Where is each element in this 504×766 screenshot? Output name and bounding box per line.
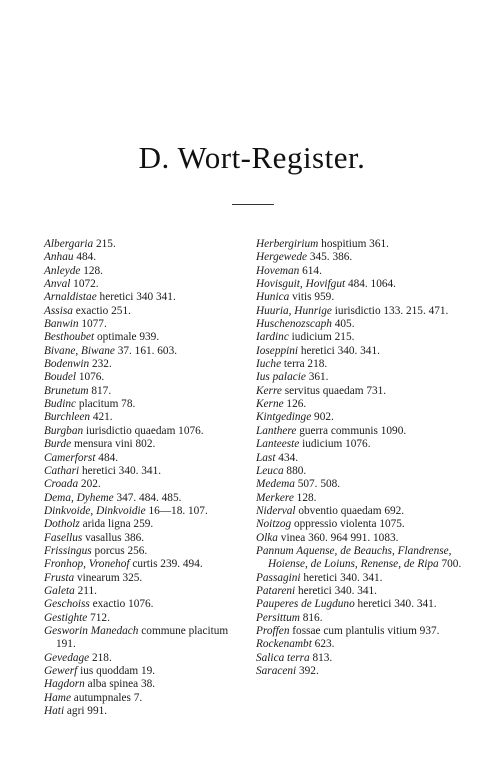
index-entry bbox=[44, 318, 250, 331]
index-reference: fossae cum plantulis vitium 937. bbox=[289, 624, 440, 637]
index-reference: heretici 340. 341. bbox=[354, 598, 437, 611]
index-entry bbox=[256, 545, 462, 572]
index-entry bbox=[256, 652, 462, 665]
index-entry bbox=[44, 505, 250, 518]
index-entry bbox=[44, 518, 250, 531]
index-reference: 434. bbox=[275, 451, 299, 464]
index-entry bbox=[44, 385, 250, 398]
index-reference: 345. 386. bbox=[307, 251, 353, 264]
index-reference: 712. bbox=[87, 611, 110, 624]
index-entry bbox=[44, 291, 250, 304]
index-reference: 507. 508. bbox=[294, 478, 341, 491]
index-entry bbox=[256, 572, 462, 585]
index-reference: heretici 340. 341. bbox=[79, 464, 162, 477]
index-term: Leuca bbox=[256, 464, 284, 477]
index-reference: iurisdictio 133. 215. 471. bbox=[331, 304, 449, 317]
index-entry bbox=[44, 278, 250, 291]
index-entry bbox=[256, 345, 462, 358]
index-entry bbox=[44, 665, 250, 678]
index-entry bbox=[44, 558, 250, 571]
index-reference: autumpnales 7. bbox=[70, 691, 143, 704]
index-reference: optimale 939. bbox=[94, 331, 160, 344]
index-reference: 215. bbox=[93, 238, 116, 250]
index-term: Huuria, Hunrige bbox=[256, 304, 332, 317]
index-reference: exactio 1076. bbox=[89, 598, 154, 611]
index-reference: commune placitum 191. bbox=[56, 624, 229, 651]
index-term: Gewerf bbox=[44, 665, 78, 677]
index-term: Bivane, Biwane bbox=[44, 344, 115, 357]
index-entry bbox=[256, 425, 462, 438]
index-entry bbox=[256, 331, 462, 344]
index-entry bbox=[44, 265, 250, 278]
index-reference: terra 218. bbox=[281, 358, 328, 371]
index-entry bbox=[44, 532, 250, 545]
index-term: Passagini bbox=[256, 571, 301, 584]
index-term: Persittum bbox=[256, 611, 300, 624]
index-entry bbox=[44, 652, 250, 665]
index-term: Herbergirium bbox=[256, 238, 319, 250]
index-term: Galeta bbox=[44, 584, 75, 597]
index-reference: 405. bbox=[331, 318, 355, 331]
index-term: Bodenwin bbox=[44, 358, 90, 371]
index-reference: agri 991. bbox=[64, 705, 108, 718]
index-entry bbox=[256, 358, 462, 371]
index-reference: placitum 78. bbox=[76, 398, 136, 411]
index-entry bbox=[256, 371, 462, 384]
index-entry bbox=[256, 518, 462, 531]
index-term: Dotholz bbox=[44, 518, 80, 531]
index-entry bbox=[256, 585, 462, 598]
index-reference: hospitium 361. bbox=[318, 238, 389, 250]
index-reference: 128. bbox=[80, 264, 103, 277]
index-entry bbox=[256, 318, 462, 331]
index-term: Pauperes de Lugduno bbox=[256, 598, 355, 611]
index-reference: 232. bbox=[89, 358, 112, 371]
index-term: Frissingus bbox=[44, 544, 92, 557]
index-term: Huschenozscaph bbox=[256, 318, 332, 331]
index-reference: heretici 340 341. bbox=[96, 291, 176, 304]
index-term: Kerre bbox=[256, 384, 282, 397]
index-term: Burde bbox=[44, 438, 72, 451]
index-reference: vitis 959. bbox=[289, 291, 335, 304]
index-term: Fasellus bbox=[44, 531, 83, 544]
index-reference: 813. bbox=[309, 651, 333, 664]
index-reference: servitus quaedam 731. bbox=[281, 384, 387, 397]
index-reference: ius quoddam 19. bbox=[77, 665, 156, 677]
index-term: Patareni bbox=[256, 584, 296, 597]
index-reference: 816. bbox=[299, 611, 323, 624]
index-term: Kerne bbox=[256, 398, 284, 411]
index-term: Dinkvoide, Dinkvoidie bbox=[44, 504, 146, 517]
index-entry bbox=[256, 411, 462, 424]
index-term: Hati bbox=[44, 705, 65, 718]
index-entry bbox=[44, 678, 250, 691]
index-reference: 623. bbox=[311, 638, 335, 651]
index-term: Fronhop, Vronehof bbox=[44, 558, 130, 571]
index-reference: alba spinea 38. bbox=[84, 678, 156, 691]
index-entry bbox=[44, 585, 250, 598]
index-entry bbox=[44, 305, 250, 318]
index-reference: heretici 340. 341. bbox=[295, 584, 378, 597]
index-reference: vinea 360. 964 991. 1083. bbox=[277, 531, 399, 544]
index-reference: 484. 1064. bbox=[345, 278, 396, 291]
index-entry bbox=[256, 291, 462, 304]
index-term: Niderval bbox=[256, 504, 296, 517]
index-term: Olka bbox=[256, 531, 278, 544]
index-entry bbox=[256, 665, 462, 678]
index-entry bbox=[256, 438, 462, 451]
index-term: Dema, Dyheme bbox=[44, 491, 114, 504]
index-reference: iurisdictio quaedam 1076. bbox=[83, 424, 204, 437]
index-reference: 817. bbox=[88, 384, 112, 397]
index-entry bbox=[256, 598, 462, 611]
index-entry bbox=[256, 398, 462, 411]
index-entry bbox=[44, 425, 250, 438]
index-entry bbox=[256, 612, 462, 625]
index-entry bbox=[256, 478, 462, 491]
index-reference: mensura vini 802. bbox=[71, 438, 156, 451]
index-entry bbox=[44, 478, 250, 491]
index-reference: 484. bbox=[95, 451, 119, 464]
index-reference: 202. bbox=[78, 478, 101, 491]
index-entry bbox=[44, 492, 250, 505]
index-entry bbox=[44, 705, 250, 718]
index-reference: 128. bbox=[293, 491, 317, 504]
index-term: Anleyde bbox=[44, 264, 81, 277]
index-reference: oppressio violenta 1075. bbox=[291, 518, 405, 531]
index-entry bbox=[44, 465, 250, 478]
index-reference: 1072. bbox=[70, 278, 99, 291]
index-term: Assisa bbox=[44, 304, 73, 317]
index-term: Hergewede bbox=[256, 251, 308, 264]
index-entry bbox=[44, 692, 250, 705]
index-reference: vasallus 386. bbox=[82, 531, 145, 544]
index-entry bbox=[44, 438, 250, 451]
index-entry bbox=[256, 452, 462, 465]
index-term: Proffen bbox=[256, 624, 290, 637]
index-term: Lanteeste bbox=[256, 438, 300, 451]
index-entry bbox=[44, 545, 250, 558]
index-term: Burchleen bbox=[44, 411, 91, 424]
index-term: Banwin bbox=[44, 318, 79, 331]
index-column-right bbox=[256, 238, 462, 678]
index-term: Saraceni bbox=[256, 665, 297, 677]
index-term: Gestighte bbox=[44, 611, 88, 624]
index-term: Anhau bbox=[44, 251, 74, 264]
index-reference: 347. 484. 485. bbox=[113, 491, 182, 504]
index-entry bbox=[256, 638, 462, 651]
index-reference: 37. 161. 603. bbox=[114, 344, 178, 357]
index-term: Noitzog bbox=[256, 518, 292, 531]
index-reference: heretici 340. 341. bbox=[300, 571, 383, 584]
title-rule bbox=[232, 204, 274, 205]
index-reference: exactio 251. bbox=[72, 304, 131, 317]
index-entry bbox=[256, 305, 462, 318]
index-term: Lanthere bbox=[256, 424, 297, 437]
index-term: Camerforst bbox=[44, 451, 96, 464]
index-term: Pannum Aquense, de Beauchs, Flandrense, Hoiense, de Loiuns, Renense, de Ripa bbox=[256, 544, 452, 571]
index-term: Last bbox=[256, 451, 276, 464]
index-reference: obventio quaedam 692. bbox=[295, 504, 405, 517]
index-term: Cathari bbox=[44, 464, 80, 477]
index-term: Frusta bbox=[44, 571, 75, 584]
index-entry bbox=[44, 452, 250, 465]
index-reference: 700. bbox=[438, 558, 462, 571]
index-reference: 1077. bbox=[78, 318, 107, 331]
index-term: Gesworin Manedach bbox=[44, 624, 139, 637]
index-entry bbox=[256, 385, 462, 398]
index-term: Kintgedinge bbox=[256, 411, 312, 424]
index-reference: 421. bbox=[90, 411, 113, 424]
index-entry bbox=[44, 358, 250, 371]
index-term: Brunetum bbox=[44, 384, 89, 397]
index-entry bbox=[44, 612, 250, 625]
index-reference: 614. bbox=[299, 264, 322, 277]
index-term: Iardinc bbox=[256, 331, 289, 344]
index-term: Geschoiss bbox=[44, 598, 90, 611]
index-reference: curtis 239. 494. bbox=[129, 558, 203, 571]
index-entry bbox=[256, 625, 462, 638]
index-term: Hovisguit, Hovifgut bbox=[256, 278, 346, 291]
page-title: D. Wort-Register. bbox=[138, 140, 366, 175]
index-entry bbox=[256, 251, 462, 264]
index-reference: porcus 256. bbox=[91, 544, 148, 557]
index-term: Hame bbox=[44, 691, 71, 704]
index-reference: 218. bbox=[89, 651, 112, 664]
index-term: Salica terra bbox=[256, 651, 310, 664]
index-term: Budinc bbox=[44, 398, 76, 411]
index-reference: 16—18. 107. bbox=[145, 504, 208, 517]
index-term: Gevedage bbox=[44, 651, 90, 664]
index-entry bbox=[44, 238, 250, 251]
index-reference: 392. bbox=[296, 665, 319, 677]
index-entry bbox=[256, 278, 462, 291]
index-reference: 880. bbox=[283, 464, 307, 477]
index-term: Ius palacie bbox=[256, 371, 306, 384]
index-entry bbox=[44, 598, 250, 611]
index-term: Anval bbox=[44, 278, 71, 291]
index-entry bbox=[256, 465, 462, 478]
index-entry bbox=[44, 411, 250, 424]
index-entry bbox=[44, 345, 250, 358]
index-term: Rockenambt bbox=[256, 638, 312, 651]
index-entry bbox=[256, 505, 462, 518]
index-term: Iuche bbox=[256, 358, 282, 371]
index-term: Boudel bbox=[44, 371, 76, 384]
index-reference: 361. bbox=[305, 371, 329, 384]
index-term: Medema bbox=[256, 478, 295, 491]
index-reference: 126. bbox=[283, 398, 307, 411]
index-reference: 484. bbox=[73, 251, 97, 264]
index-reference: iudicium 1076. bbox=[299, 438, 371, 451]
index-reference: vinearum 325. bbox=[74, 571, 143, 584]
index-term: Arnaldistae bbox=[44, 291, 97, 304]
index-term: Hunica bbox=[256, 291, 290, 304]
index-term: Merkere bbox=[256, 491, 294, 504]
index-reference: iudicium 215. bbox=[288, 331, 355, 344]
index-term: Albergaria bbox=[44, 238, 94, 250]
index-term: Hoveman bbox=[256, 264, 300, 277]
index-reference: 902. bbox=[311, 411, 334, 424]
index-entry bbox=[256, 492, 462, 505]
index-entry bbox=[44, 625, 250, 652]
index-column-left bbox=[44, 238, 250, 718]
index-entry bbox=[44, 331, 250, 344]
index-entry bbox=[256, 238, 462, 251]
index-reference: guerra communis 1090. bbox=[296, 424, 407, 437]
index-reference: 211. bbox=[74, 584, 97, 597]
index-entry bbox=[44, 398, 250, 411]
index-entry bbox=[256, 532, 462, 545]
index-entry bbox=[44, 572, 250, 585]
index-entry bbox=[256, 265, 462, 278]
index-reference: arida ligna 259. bbox=[79, 518, 154, 531]
index-entry bbox=[44, 251, 250, 264]
index-term: Hagdorn bbox=[44, 678, 85, 691]
index-term: Besthoubet bbox=[44, 331, 95, 344]
index-reference: heretici 340. 341. bbox=[298, 344, 380, 357]
index-term: Ioseppini bbox=[256, 344, 299, 357]
index-term: Croada bbox=[44, 478, 79, 491]
index-term: Burgban bbox=[44, 424, 84, 437]
index-entry bbox=[44, 371, 250, 384]
index-reference: 1076. bbox=[76, 371, 105, 384]
